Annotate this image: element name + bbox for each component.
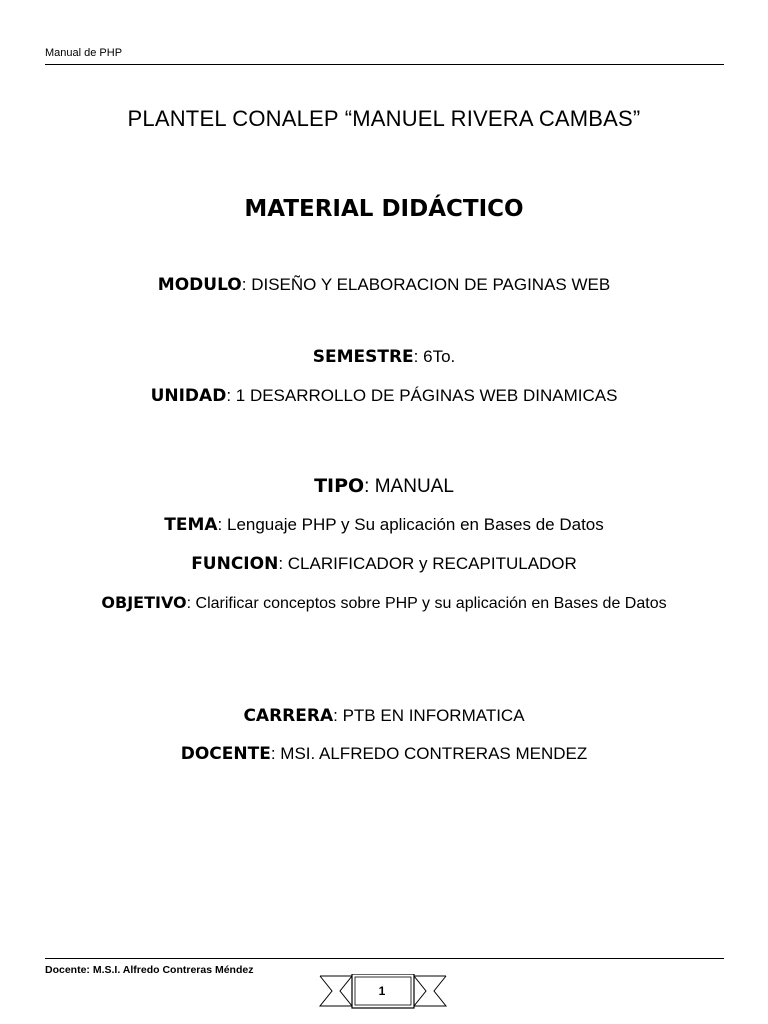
field-label: SEMESTRE	[312, 347, 414, 367]
field-objetivo	[0, 593, 768, 613]
field-separator: :	[278, 554, 288, 573]
field-modulo	[0, 275, 768, 295]
document-subtitle: MATERIAL DIDÁCTICO	[244, 196, 524, 222]
field-value: Lenguaje PHP y Su aplicación en Bases de Datos	[226, 515, 604, 534]
header-rule	[45, 64, 724, 65]
field-separator: :	[270, 744, 281, 763]
field-carrera	[0, 706, 768, 726]
field-separator: :	[241, 275, 252, 294]
field-label: CARRERA	[243, 706, 334, 726]
footer-rule	[45, 958, 724, 959]
field-docente	[0, 744, 768, 764]
field-value: MANUAL	[374, 476, 454, 497]
field-label: MODULO	[157, 275, 242, 295]
field-value: PTB EN INFORMATICA	[342, 706, 525, 725]
field-value: CLARIFICADOR y RECAPITULADOR	[287, 554, 577, 573]
field-value: Clarificar conceptos sobre PHP y su aplicación en Bases de Datos	[195, 595, 667, 612]
field-value: MSI. ALFREDO CONTRERAS MENDEZ	[280, 744, 588, 763]
field-separator: :	[333, 706, 343, 725]
field-tipo	[0, 475, 768, 498]
field-funcion	[0, 554, 768, 574]
field-tema	[0, 515, 768, 535]
running-footer: Docente: M.S.I. Alfredo Contreras Méndez	[45, 964, 254, 976]
field-unidad	[0, 386, 768, 406]
field-label: UNIDAD	[150, 386, 227, 406]
field-value: 6To.	[423, 347, 456, 366]
field-separator: :	[413, 347, 424, 366]
document-title: PLANTEL CONALEP “MANUEL RIVERA CAMBAS”	[127, 106, 641, 131]
field-label: TIPO	[314, 475, 365, 497]
field-separator: :	[186, 595, 196, 612]
page-number: 1	[378, 984, 386, 998]
running-header: Manual de PHP	[45, 47, 123, 59]
field-value: DISEÑO Y ELABORACION DE PAGINAS WEB	[251, 275, 611, 294]
field-value: 1 DESARROLLO DE PÁGINAS WEB DINAMICAS	[235, 386, 618, 405]
field-label: FUNCION	[191, 554, 279, 574]
field-separator: :	[217, 515, 227, 534]
field-label: TEMA	[164, 515, 218, 535]
field-semestre	[0, 347, 768, 367]
field-separator: :	[226, 386, 236, 405]
field-separator: :	[364, 476, 375, 497]
field-label: DOCENTE	[180, 744, 271, 764]
field-label: OBJETIVO	[101, 593, 187, 612]
